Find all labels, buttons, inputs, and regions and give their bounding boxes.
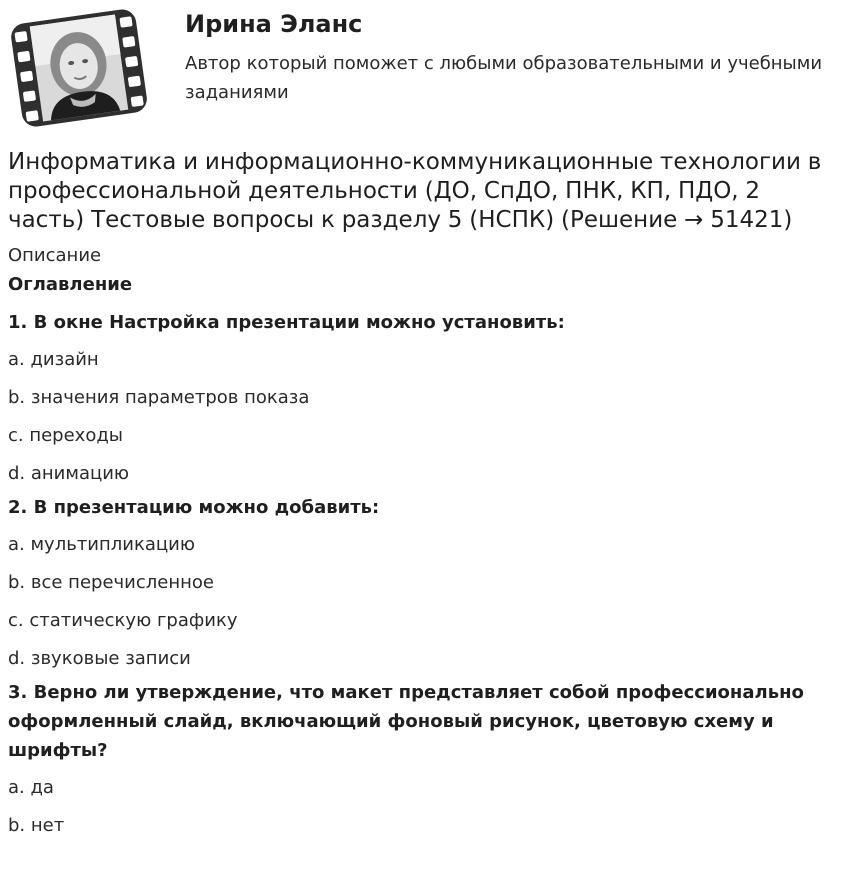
answer-3a: a. да [8,777,54,798]
answer-3b: b. нет [8,815,65,836]
document-title: Информатика и информационно-коммуникационные технологии в профессиональной деятельности (ДО, СпДО, ПНК, КП, ПДО, 2 часть) Тестовые вопросы к разделу 5 (НСПК) (Решение → 51421) [8,149,822,233]
answer-1c: c. переходы [8,425,124,446]
question-2: 2. В презентацию можно добавить: [8,497,380,518]
author-name[interactable]: Ирина Эланс [185,10,363,38]
answer-2a: a. мультипликацию [8,534,195,555]
question-3: 3. Верно ли утверждение, что макет представляет собой профессионально оформленный слайд, включающий фоновый рисунок, цветовую схему и шрифты? [8,682,804,761]
answer-2d: d. звуковые записи [8,648,191,669]
author-avatar [6,6,152,130]
answer-1b: b. значения параметров показа [8,387,310,408]
toc-heading: Оглавление [8,274,133,295]
question-1: 1. В окне Настройка презентации можно установить: [8,312,565,333]
answer-1d: d. анимацию [8,463,130,484]
answer-1a: a. дизайн [8,349,99,370]
answer-2b: b. все перечисленное [8,572,214,593]
description-label: Описание [8,245,102,266]
answer-2c: c. статическую графику [8,610,238,631]
author-description: Автор который поможет с любыми образовательными и учебными заданиями [185,53,823,103]
author-header [0,0,847,140]
document-content [8,148,840,836]
